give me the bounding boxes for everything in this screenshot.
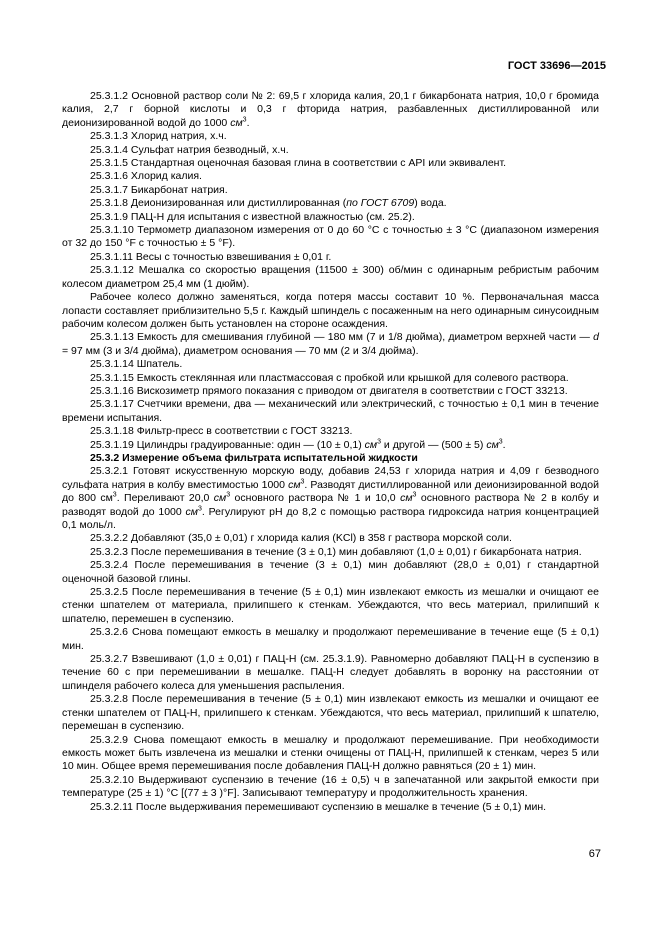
superscript: 3 [198, 505, 202, 513]
unit-text: см [185, 505, 198, 518]
paragraph [62, 170, 599, 183]
page-number: 67 [588, 848, 601, 860]
text-run: 25.3.1.5 Стандартная оценочная базовая глина в соответствии с API или эквивалент. [90, 157, 507, 170]
text-run: 25.3.1.4 Сульфат натрия безводный, х.ч. [90, 143, 289, 156]
text-run: 25.3.1.13 Емкость для смешивания глубиной — 180 мм (7 и 1/8 дюйма), диаметром верхней части — [90, 331, 594, 344]
paragraph [62, 291, 599, 331]
text-run: 25.3.2.2 Добавляют (35,0 ± 0,01) г хлорида калия (KCl) в 358 г раствора морской соли. [90, 532, 512, 545]
text-run: 25.3.1.11 Весы с точностью взвешивания ± 0,01 г. [90, 250, 332, 263]
text-run: . Разводят дистиллированной или деионизированной водой до 800 см [62, 478, 599, 505]
text-run: Рабочее колесо должно заменяться, когда потеря массы составит 10 %. Первоначальная масса лопасти составляет приблизительно 5,5 г. Каждый шпиндель с посаженным на него одинарным синусоидным рабочим колесом должен быть установлен на стороне осаждения. [62, 291, 599, 330]
text-run: 25.3.1.16 Вискозиметр прямого показания с приводом от двигателя в соответствии с ГОСТ 33213. [90, 384, 568, 397]
text-run: 25.3.1.3 Хлорид натрия, х.ч. [90, 130, 227, 143]
paragraph [62, 211, 599, 224]
document-header: ГОСТ 33696—2015 [507, 60, 606, 72]
paragraph [62, 693, 599, 733]
paragraph [62, 546, 599, 559]
text-run: . [502, 438, 506, 451]
text-run: . [246, 116, 250, 129]
unit-text: d [593, 331, 599, 344]
superscript: 3 [226, 491, 231, 499]
text-run: 25.3.1.7 Бикарбонат натрия. [90, 183, 228, 196]
paragraph [62, 385, 599, 398]
paragraph [62, 425, 599, 438]
paragraph [62, 586, 599, 626]
paragraph [62, 734, 599, 774]
paragraph [62, 465, 599, 532]
text-run: 25.3.2.8 После перемешивания в течение (5 ± 0,1) мин извлекают емкость из мешалки и очищают ее стенки шпателем от ПАЦ-Н, прилипшего к стенкам. Убеждаются, что весь материал, прилипший к шпателю, перемешан в суспензию. [62, 693, 599, 733]
text-run: 25.3.2.3 После перемешивания в течение (3 ± 0,1) мин добавляют (1,0 ± 0,01) г бикарбоната натрия. [90, 545, 582, 558]
unit-text: см [400, 492, 413, 505]
paragraph [62, 90, 599, 130]
text-run: 25.3.2.10 Выдерживают суспензию в течение (16 ± 0,5) ч в запечатанной или закрытой емкости при температуре (25 ± 1) °С [(77 ± 3 )°F]. Записывают температуру и продолжительность хранения. [62, 773, 599, 800]
unit-text: см [213, 492, 227, 505]
text-run: основного раствора № 2 в колбу и разводят водой до 1000 [62, 492, 599, 518]
superscript: 3 [112, 491, 117, 499]
paragraph [62, 157, 599, 170]
document-body [62, 90, 599, 814]
text-run: 25.3.2.1 Готовят искусственную морскую воду, добавив 24,53 г хлорида натрия и 4,09 г безводного сульфата натрия в колбу вместимостью 1000 [62, 465, 599, 491]
superscript: 3 [300, 478, 305, 486]
paragraph [62, 264, 599, 291]
paragraph [62, 224, 599, 251]
text-run: 25.3.2.7 Взвешивают (1,0 ± 0,01) г ПАЦ-Н (см. 25.3.1.9). Равномерно добавляют ПАЦ-Н в суспензию в течение 60 с при перемешивании в мешалке. ПАЦ-Н следует добавлять в воронку на расстоянии от шпинделя рабочего колеса для уменьшения распыления. [62, 653, 599, 692]
text-run: 25.3.1.15 Емкость стеклянная или пластмассовая с пробкой или крышкой для солевого раствора. [90, 371, 569, 384]
paragraph [62, 358, 599, 371]
superscript: 3 [377, 438, 381, 446]
text-run: 25.3.1.6 Хлорид калия. [90, 170, 202, 183]
paragraph [62, 439, 599, 452]
paragraph [62, 197, 599, 210]
text-run: ) вода. [414, 197, 447, 210]
paragraph [62, 251, 599, 264]
paragraph [62, 331, 599, 358]
text-run: = 97 мм (3 и 3/4 дюйма), диаметром основания — 70 мм (2 и 3/4 дюйма). [62, 344, 419, 357]
paragraph [62, 801, 599, 814]
text-run: основного раствора № 1 и 10,0 [230, 492, 401, 505]
section-heading [62, 452, 599, 465]
text-run: 25.3.2 Измерение объема фильтрата испытательной жидкости [90, 451, 418, 464]
paragraph [62, 130, 599, 143]
paragraph [62, 559, 599, 586]
text-run: и другой — (500 ± 5) [381, 438, 487, 451]
superscript: 3 [242, 116, 247, 124]
text-run: 25.3.1.2 Основной раствор соли № 2: 69,5 г хлорида калия, 20,1 г бикарбоната натрия, 10,0 г бромида калия, 2,7 г борной кислоты и 0,3 г фторида натрия, разбавленных дистиллированной или деионизированной водой до 1000 [62, 90, 599, 129]
superscript: 3 [412, 491, 417, 499]
text-run: 25.3.1.14 Шпатель. [90, 358, 183, 371]
unit-text: по ГОСТ 6709 [346, 197, 415, 210]
paragraph [62, 626, 599, 653]
unit-text: см [288, 478, 301, 491]
text-run: 25.3.2.4 После перемешивания в течение (3 ± 0,1) мин добавляют (28,0 ± 0,01) г стандартной оценочной базовой глины. [62, 559, 599, 585]
superscript: 3 [498, 438, 503, 446]
text-run: 25.3.1.18 Фильтр-пресс в соответствии с ГОСТ 33213. [90, 425, 353, 438]
text-run: 25.3.2.6 Снова помещают емкость в мешалку и продолжают перемешивание в течение еще (5 ± 0,1) мин. [62, 626, 599, 652]
text-run: 25.3.2.9 Снова помещают емкость в мешалку и продолжают перемешивание. При необходимости емкость может быть извлечена из мешалки и стенки очищены от ПАЦ-Н, прилипшей к стенкам, через 5 или 10 мин. Общее время перемешивания после добавления ПАЦ-Н должно равняться (20 ± 1) мин. [62, 733, 599, 773]
text-run: 25.3.2.5 После перемешивания в течение (5 ± 0,1) мин извлекают емкость из мешалки и очищают ее стенки шпателем от материала, прилипшего к стенкам. Убеждаются, что весь материал, прилипший к шпателю, перемешен в суспензию. [62, 586, 599, 625]
text-run: 25.3.2.11 После выдерживания перемешивают суспензию в мешалке в течение (5 ± 0,1) мин. [90, 800, 547, 813]
paragraph [62, 184, 599, 197]
text-run: 25.3.1.10 Термометр диапазоном измерения от 0 до 60 °С с точностью ± 3 °С (диапазоном измерения от 32 до 150 °F с точностью ± 5 °F). [62, 224, 599, 250]
text-run: 25.3.1.19 Цилиндры градуированные: один — (10 ± 0,1) [90, 438, 365, 451]
paragraph [62, 372, 599, 385]
paragraph [62, 144, 599, 157]
text-run: . Переливают 20,0 [116, 492, 214, 505]
paragraph [62, 653, 599, 693]
text-run: 25.3.1.17 Счетчики времени, два — механический или электрический, с точностью ± 0,1 мин в течение времени испытания. [62, 398, 599, 424]
text-run: 25.3.1.9 ПАЦ-Н для испытания с известной влажностью (см. 25.2). [90, 210, 415, 223]
text-run: . Регулируют рН до 8,2 с помощью раствора гидроксида натрия концентрацией 0,1 моль/л. [62, 505, 599, 531]
text-run: 25.3.1.12 Мешалка со скоростью вращения (11500 ± 300) об/мин с одинарным ребристым рабочим колесом диаметром 25,4 мм (1 дюйм). [62, 264, 599, 290]
unit-text: см [486, 438, 499, 451]
paragraph [62, 532, 599, 545]
unit-text: см [230, 116, 243, 129]
unit-text: см [364, 438, 378, 451]
paragraph [62, 398, 599, 425]
paragraph [62, 774, 599, 801]
text-run: 25.3.1.8 Деионизированная или дистиллированная ( [90, 197, 347, 210]
